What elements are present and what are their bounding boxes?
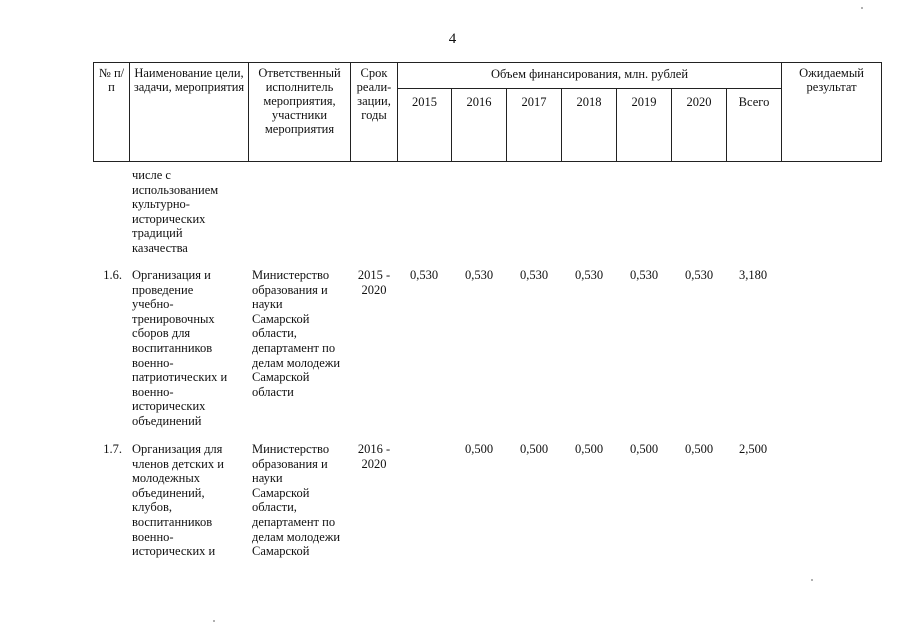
row-1-6-value-total: 3,180 [738,268,768,282]
scan-speck [811,579,813,581]
row-1-6-value-2019: 0,530 [629,268,659,282]
page-number: 4 [448,31,457,47]
scan-speck [213,620,215,622]
row-1-7-value-2019: 0,500 [629,442,659,456]
header-num: № п/п [94,63,130,162]
row-1-6-value-2016: 0,530 [464,268,494,282]
row-1-7-value-2016: 0,500 [464,442,494,456]
row-1-6-value-2017: 0,530 [519,268,549,282]
header-year-2018: 2018 [562,89,617,162]
header-year-2019: 2019 [617,89,672,162]
header-result: Ожидаемый результат [782,63,882,162]
row-1-6-executor: Министерство образования и науки Самарской области, департамент по делам молодежи Самарской области [252,268,341,399]
row-1-6-value-2018: 0,530 [574,268,604,282]
row-1-7-name: Организация для членов детских и молодежных объединений, клубов, воспитанников военно- исторических и [132,442,224,559]
header-total: Всего [727,89,782,162]
row-1-7-term: 2016 - 2020 [357,442,391,471]
row-1-7-value-2017: 0,500 [519,442,549,456]
row-1-7-number: 1.7. [103,442,122,456]
row-1-6-name: Организация и проведение учебно- тренировочных сборов для воспитанников военно- патриотических и военно- исторических объединений [132,268,228,428]
header-executor: Ответственный исполнитель мероприятия, участники мероприятия [249,63,351,162]
row-1-6-term: 2015 - 2020 [357,268,391,297]
scan-speck [861,7,863,9]
row-1-6-value-2020: 0,530 [684,268,714,282]
row-1-6-value-2015: 0,530 [409,268,439,282]
header-year-2020: 2020 [672,89,727,162]
row-1-7-executor: Министерство образования и науки Самарской области, департамент по делам молодежи Самарской [252,442,341,559]
header-name: Наименование цели, задачи, мероприятия [130,63,249,162]
table-header [93,62,882,162]
row-1-7-value-2018: 0,500 [574,442,604,456]
header-year-2016: 2016 [452,89,507,162]
row-1-7-value-2020: 0,500 [684,442,714,456]
row-continued-name: числе с использованием культурно- исторических традиций казачества [132,168,219,255]
header-term: Срок реали- зации, годы [351,63,398,162]
header-year-2015: 2015 [398,89,452,162]
row-1-7-value-total: 2,500 [738,442,768,456]
row-1-6-number: 1.6. [103,268,122,282]
header-year-2017: 2017 [507,89,562,162]
header-financing: Объем финансирования, млн. рублей [398,63,782,89]
